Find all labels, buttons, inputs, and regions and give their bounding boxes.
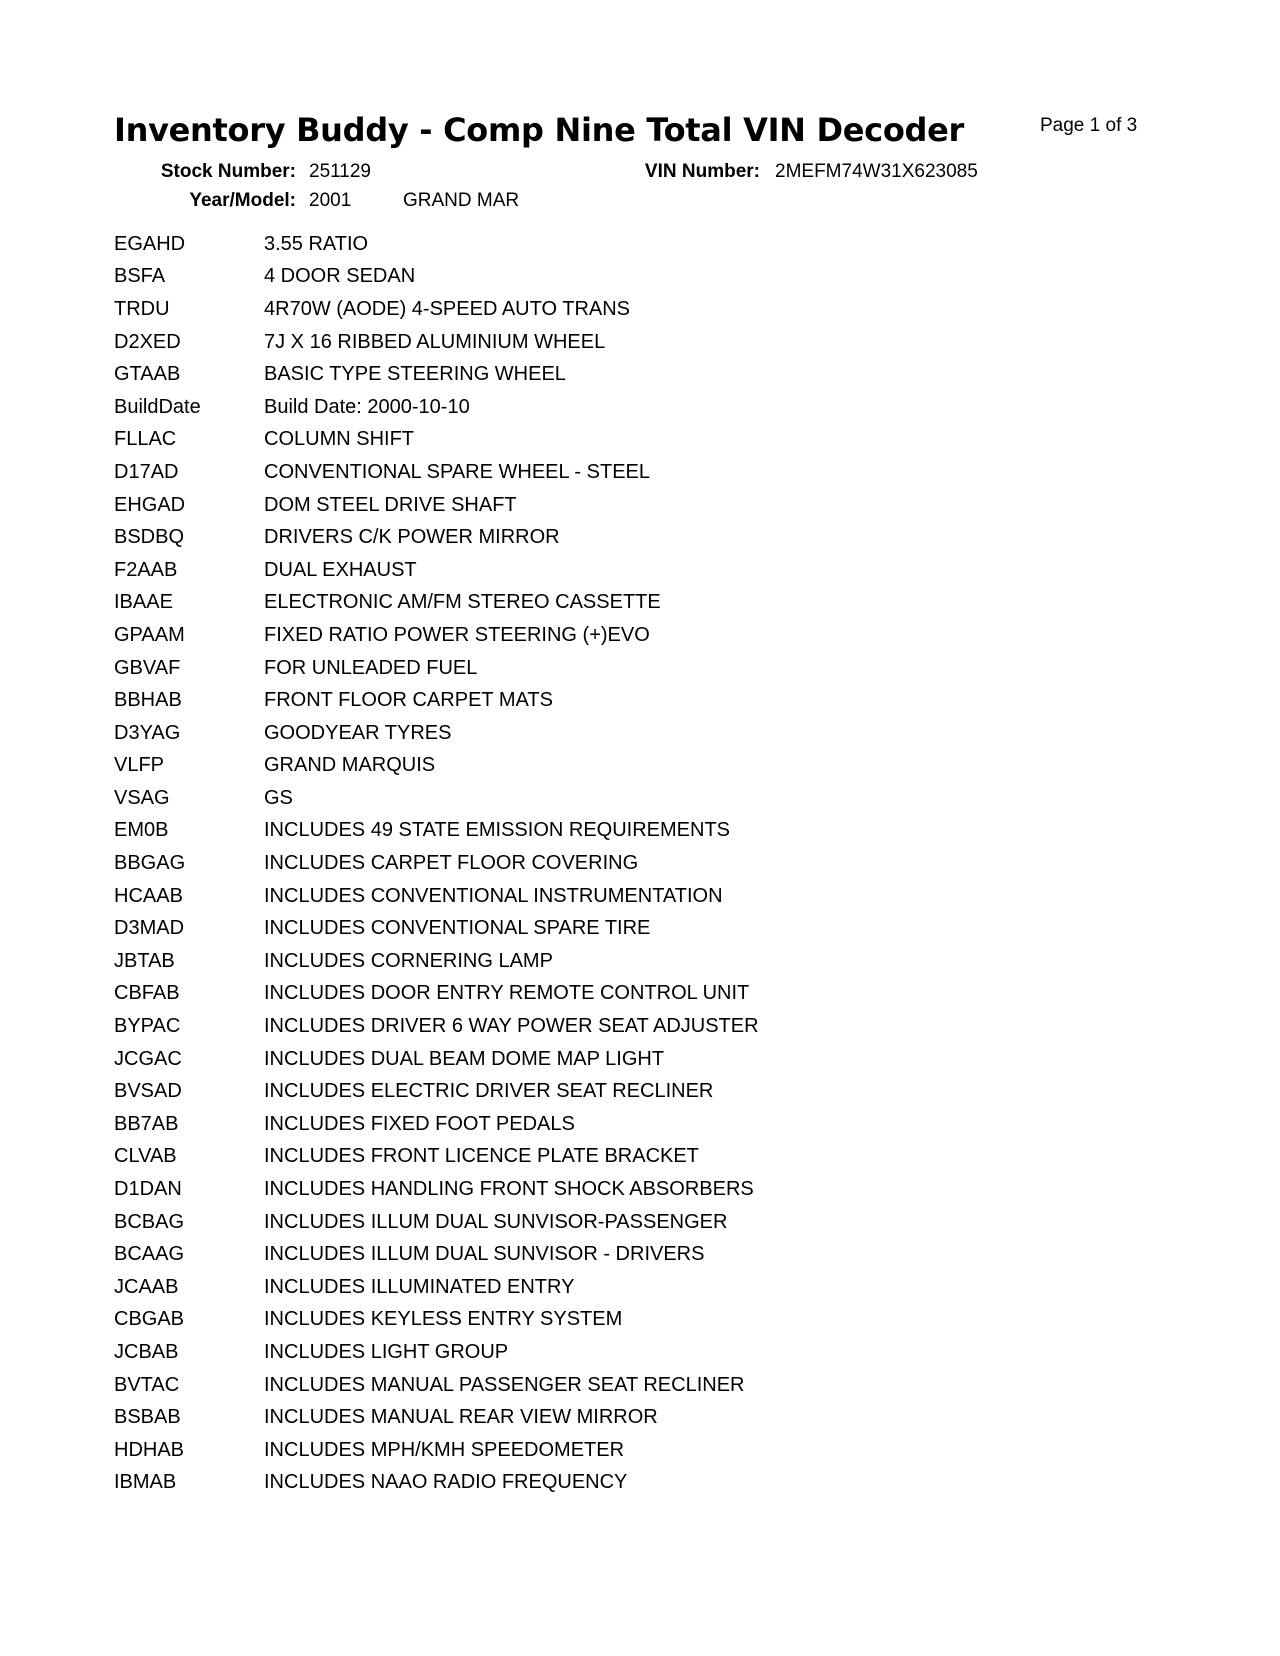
option-row — [114, 228, 1014, 261]
option-row — [114, 1467, 1014, 1500]
option-row — [114, 652, 1014, 685]
vin-number-value: 2MEFM74W31X623085 — [775, 161, 978, 182]
option-code: D1DAN — [114, 1178, 182, 1201]
option-code: VLFP — [114, 754, 165, 777]
page-number: Page 1 of 3 — [1040, 115, 1138, 136]
option-description: INCLUDES ILLUM DUAL SUNVISOR-PASSENGER — [264, 1210, 728, 1233]
option-description: 4R70W (AODE) 4-SPEED AUTO TRANS — [264, 297, 631, 320]
option-description: INCLUDES CORNERING LAMP — [264, 949, 553, 972]
option-row — [114, 945, 1014, 978]
option-row — [114, 619, 1014, 652]
option-row — [114, 521, 1014, 554]
option-row — [114, 326, 1014, 359]
option-code: JCAAB — [114, 1275, 179, 1298]
option-code: D3YAG — [114, 721, 181, 744]
option-row — [114, 717, 1014, 750]
option-row — [114, 293, 1014, 326]
option-row — [114, 1434, 1014, 1467]
option-code: HCAAB — [114, 884, 183, 907]
option-row — [114, 1401, 1014, 1434]
option-row — [114, 1010, 1014, 1043]
option-description: INCLUDES MANUAL PASSENGER SEAT RECLINER — [264, 1373, 745, 1396]
option-row — [114, 847, 1014, 880]
option-description: INCLUDES CARPET FLOOR COVERING — [264, 852, 639, 875]
option-row — [114, 261, 1014, 294]
option-code: BCAAG — [114, 1243, 185, 1266]
option-description: INCLUDES HANDLING FRONT SHOCK ABSORBERS — [264, 1178, 754, 1201]
option-row — [114, 1043, 1014, 1076]
option-code: BVSAD — [114, 1080, 182, 1103]
option-code: BB7AB — [114, 1112, 179, 1135]
option-row — [114, 1271, 1014, 1304]
option-row — [114, 1141, 1014, 1174]
option-row — [114, 1173, 1014, 1206]
option-code: GBVAF — [114, 656, 181, 679]
option-code: EHGAD — [114, 493, 186, 516]
option-row — [114, 1238, 1014, 1271]
option-description: DUAL EXHAUST — [264, 558, 417, 581]
option-code: EGAHD — [114, 232, 186, 255]
option-row — [114, 554, 1014, 587]
option-code: JCGAC — [114, 1047, 182, 1070]
option-code: BBHAB — [114, 689, 182, 712]
option-description: INCLUDES DUAL BEAM DOME MAP LIGHT — [264, 1047, 665, 1070]
option-description: BASIC TYPE STEERING WHEEL — [264, 363, 566, 386]
stock-number-label: Stock Number: — [160, 161, 296, 182]
option-code: D3MAD — [114, 917, 185, 940]
option-description: INCLUDES MPH/KMH SPEEDOMETER — [264, 1438, 625, 1461]
option-description: GOODYEAR TYRES — [264, 721, 452, 744]
option-code: BSFA — [114, 265, 166, 288]
option-code: D2XED — [114, 330, 181, 353]
option-row — [114, 684, 1014, 717]
option-row — [114, 1304, 1014, 1337]
option-row — [114, 880, 1014, 913]
option-code: F2AAB — [114, 558, 178, 581]
option-row — [114, 489, 1014, 522]
option-description: COLUMN SHIFT — [264, 428, 414, 451]
page-title: Inventory Buddy - Comp Nine Total VIN Decoder — [114, 111, 965, 149]
option-code: BSDBQ — [114, 526, 185, 549]
option-code: IBMAB — [114, 1471, 177, 1494]
option-description: INCLUDES ELECTRIC DRIVER SEAT RECLINER — [264, 1080, 714, 1103]
stock-number-value: 251129 — [309, 161, 371, 182]
option-code: BuildDate — [114, 395, 201, 418]
option-description: CONVENTIONAL SPARE WHEEL - STEEL — [264, 460, 651, 483]
option-description: GRAND MARQUIS — [264, 754, 436, 777]
option-code: GPAAM — [114, 623, 185, 646]
option-description: FIXED RATIO POWER STEERING (+)EVO — [264, 623, 650, 646]
option-row — [114, 456, 1014, 489]
option-description: INCLUDES KEYLESS ENTRY SYSTEM — [264, 1308, 623, 1331]
option-code: HDHAB — [114, 1438, 185, 1461]
option-row — [114, 782, 1014, 815]
option-code: GTAAB — [114, 363, 181, 386]
option-code: BYPAC — [114, 1015, 181, 1038]
option-code: VSAG — [114, 786, 170, 809]
option-description: 3.55 RATIO — [264, 232, 369, 255]
option-description: INCLUDES 49 STATE EMISSION REQUIREMENTS — [264, 819, 731, 842]
option-description: INCLUDES FIXED FOOT PEDALS — [264, 1112, 575, 1135]
option-description: ELECTRONIC AM/FM STEREO CASSETTE — [264, 591, 661, 614]
option-row — [114, 1108, 1014, 1141]
year-model-label: Year/Model: — [189, 190, 296, 211]
option-description: INCLUDES CONVENTIONAL SPARE TIRE — [264, 917, 651, 940]
option-description: DOM STEEL DRIVE SHAFT — [264, 493, 517, 516]
option-code: BCBAG — [114, 1210, 185, 1233]
option-description: INCLUDES DRIVER 6 WAY POWER SEAT ADJUSTER — [264, 1015, 759, 1038]
option-row — [114, 1206, 1014, 1239]
option-description: DRIVERS C/K POWER MIRROR — [264, 526, 560, 549]
option-code: FLLAC — [114, 428, 177, 451]
option-description: INCLUDES ILLUM DUAL SUNVISOR - DRIVERS — [264, 1243, 705, 1266]
option-code-list — [114, 228, 1014, 1499]
option-description: 4 DOOR SEDAN — [264, 265, 416, 288]
option-description: FOR UNLEADED FUEL — [264, 656, 478, 679]
option-row — [114, 1336, 1014, 1369]
option-code: JCBAB — [114, 1340, 179, 1363]
option-description: GS — [264, 786, 293, 809]
option-code: JBTAB — [114, 949, 175, 972]
option-description: 7J X 16 RIBBED ALUMINIUM WHEEL — [264, 330, 606, 353]
option-row — [114, 424, 1014, 457]
option-description: INCLUDES FRONT LICENCE PLATE BRACKET — [264, 1145, 699, 1168]
option-row — [114, 358, 1014, 391]
year-value: 2001 — [309, 190, 352, 211]
vin-number-label: VIN Number: — [644, 161, 760, 182]
option-row — [114, 912, 1014, 945]
option-code: BSBAB — [114, 1406, 181, 1429]
option-row — [114, 587, 1014, 620]
option-description: FRONT FLOOR CARPET MATS — [264, 689, 553, 712]
option-row — [114, 815, 1014, 848]
option-code: EM0B — [114, 819, 169, 842]
option-description: INCLUDES DOOR ENTRY REMOTE CONTROL UNIT — [264, 982, 750, 1005]
option-description: INCLUDES ILLUMINATED ENTRY — [264, 1275, 575, 1298]
option-row — [114, 1369, 1014, 1402]
option-code: IBAAE — [114, 591, 173, 614]
option-description: Build Date: 2000-10-10 — [264, 395, 470, 418]
model-value: GRAND MAR — [403, 190, 520, 211]
option-description: INCLUDES CONVENTIONAL INSTRUMENTATION — [264, 884, 723, 907]
option-description: INCLUDES MANUAL REAR VIEW MIRROR — [264, 1406, 658, 1429]
option-code: D17AD — [114, 460, 179, 483]
option-row — [114, 1075, 1014, 1108]
option-code: CBFAB — [114, 982, 180, 1005]
option-code: CLVAB — [114, 1145, 177, 1168]
option-description: INCLUDES LIGHT GROUP — [264, 1340, 509, 1363]
option-code: CBGAB — [114, 1308, 185, 1331]
option-row — [114, 750, 1014, 783]
option-code: TRDU — [114, 297, 170, 320]
option-code: BBGAG — [114, 852, 186, 875]
option-row — [114, 978, 1014, 1011]
option-description: INCLUDES NAAO RADIO FREQUENCY — [264, 1471, 628, 1494]
option-row — [114, 391, 1014, 424]
option-code: BVTAC — [114, 1373, 180, 1396]
